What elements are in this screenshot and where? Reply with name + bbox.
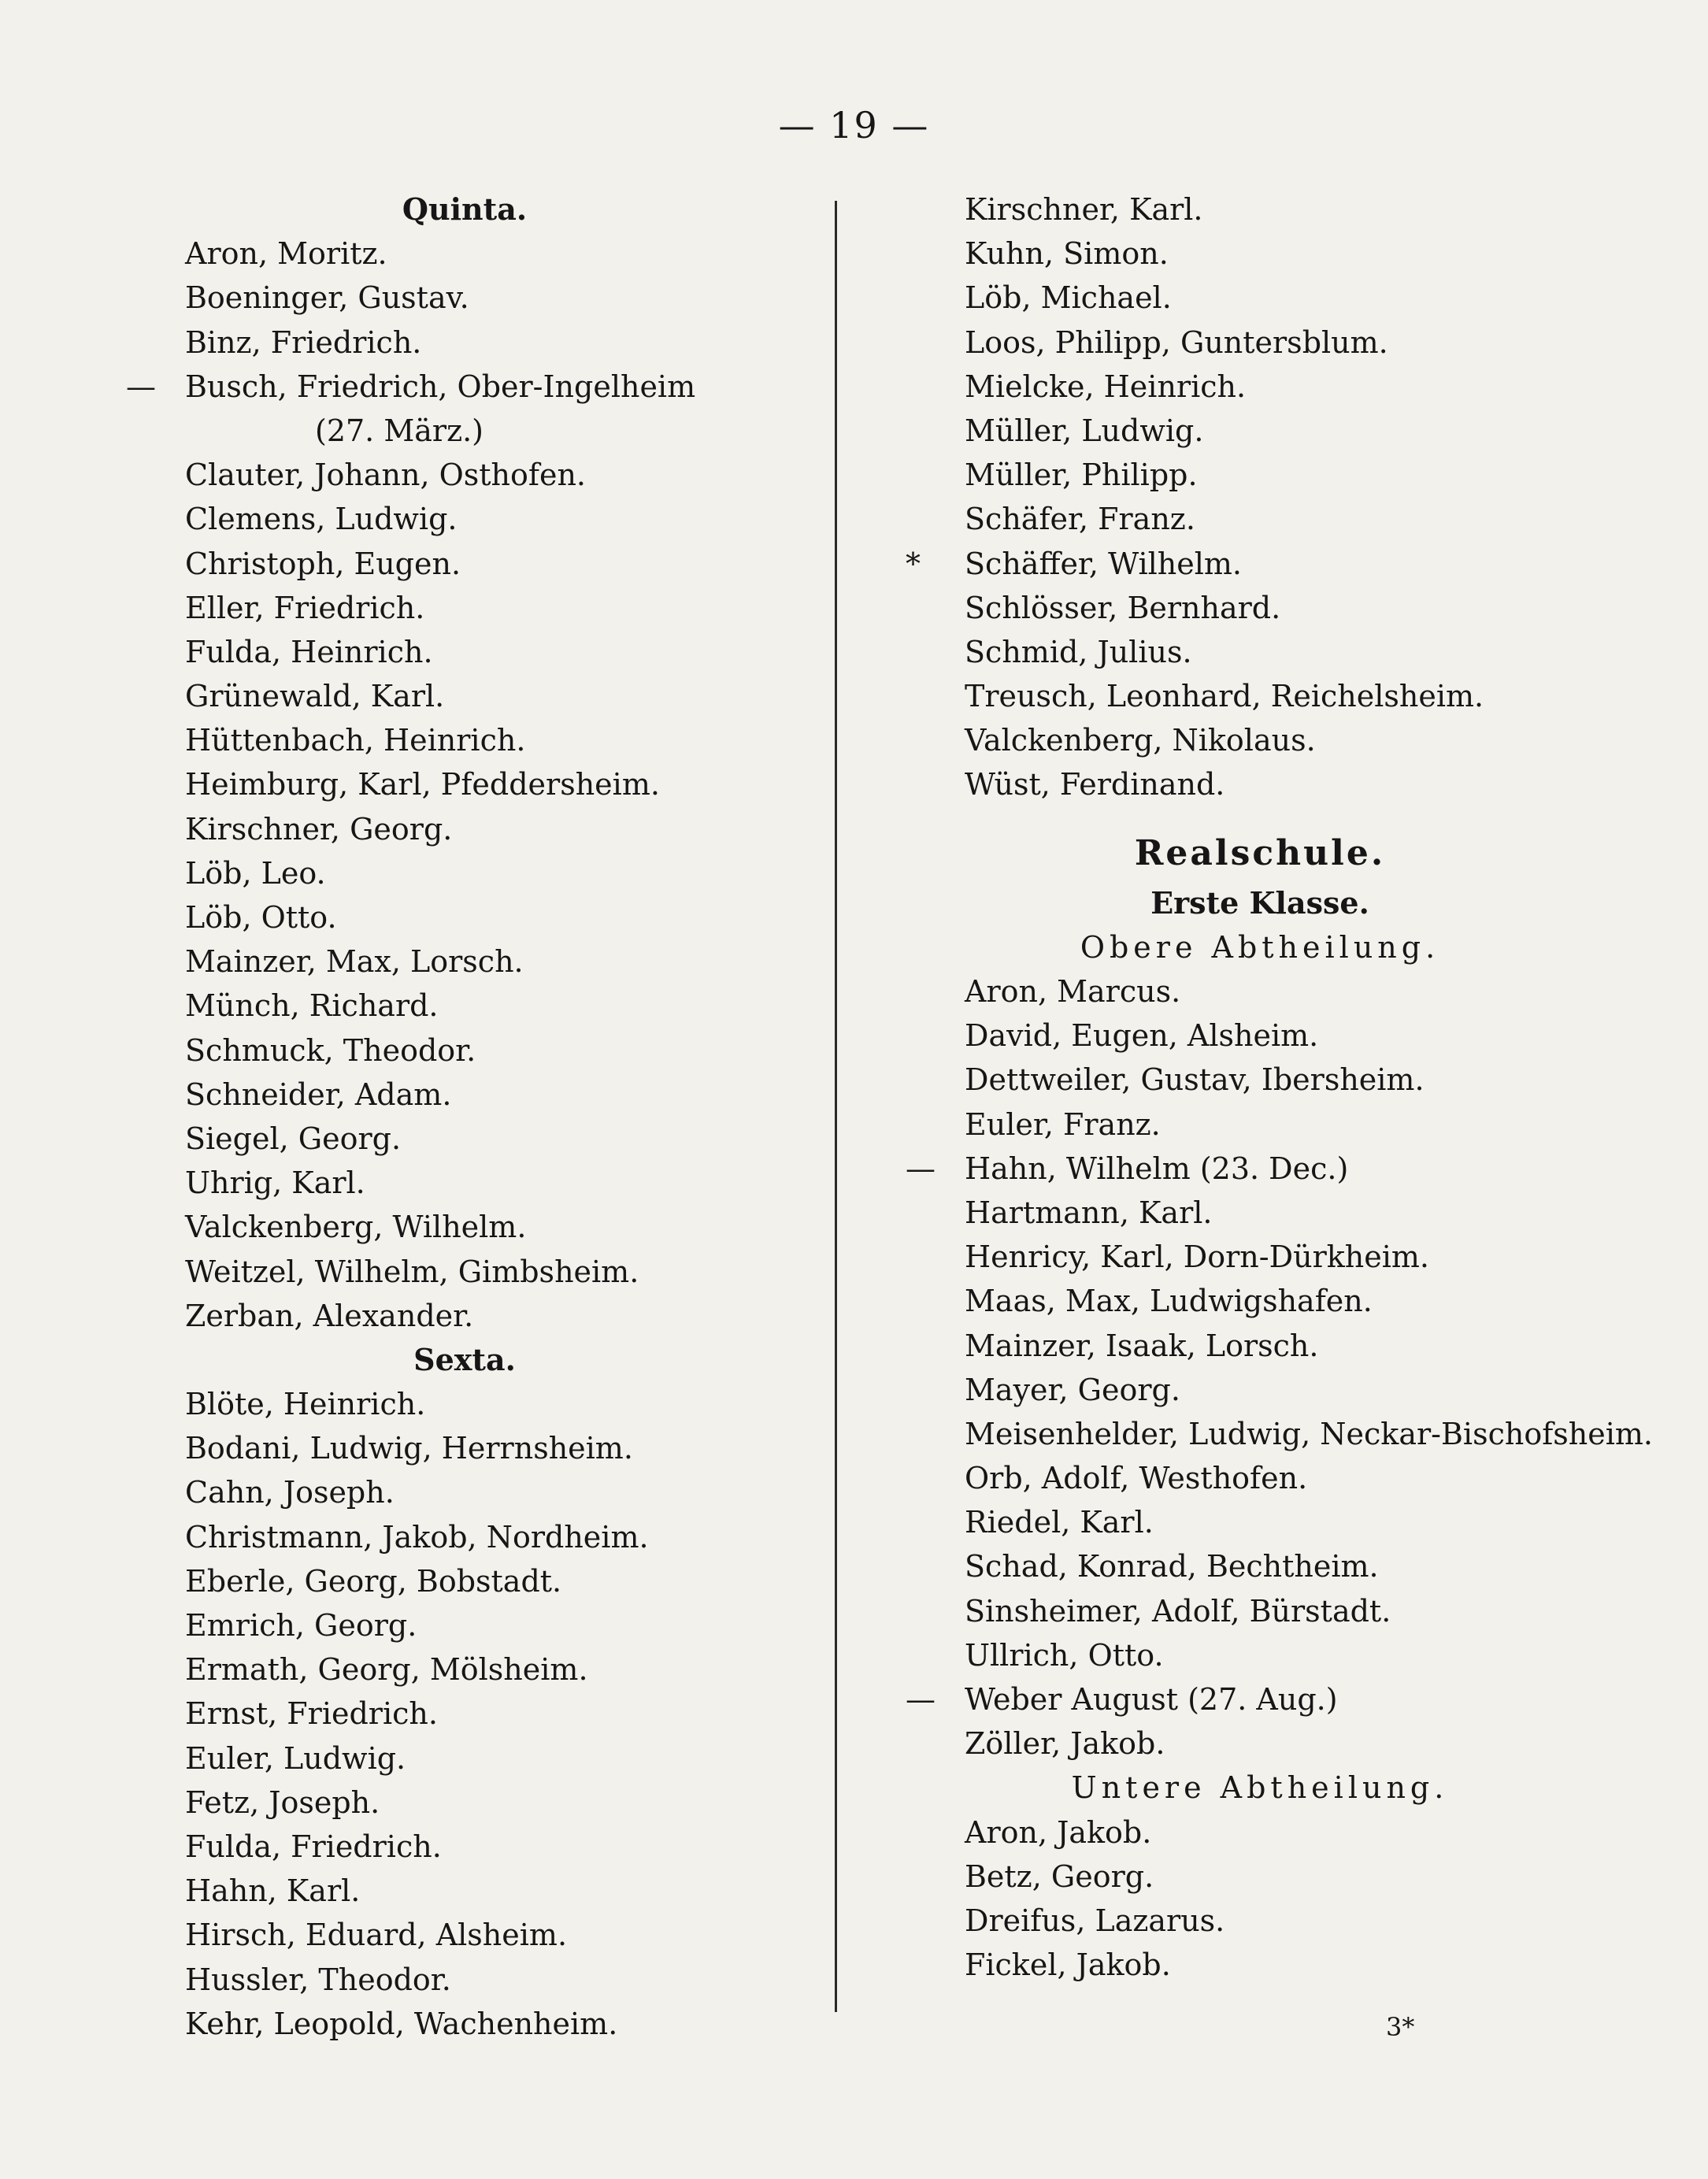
entry-text: Aron, Marcus. <box>965 974 1181 1009</box>
entry-text: Sexta. <box>413 1341 516 1377</box>
list-entry <box>906 187 1614 232</box>
entry-text: Fulda, Friedrich. <box>185 1829 442 1864</box>
entry-text: Uhrig, Karl. <box>185 1165 365 1201</box>
entry-marker: — <box>126 369 156 404</box>
entry-text: Mainzer, Isaak, Lorsch. <box>965 1328 1319 1363</box>
section-heading <box>906 881 1614 925</box>
list-entry <box>126 1825 803 1869</box>
entry-text: Ullrich, Otto. <box>965 1637 1164 1673</box>
entry-text: Mielcke, Heinrich. <box>965 369 1247 404</box>
section-heading <box>126 187 803 232</box>
list-entry <box>126 984 803 1028</box>
entry-marker: * <box>906 546 921 581</box>
list-entry <box>906 1943 1614 1987</box>
entry-text: Eberle, Georg, Bobstadt. <box>185 1563 562 1599</box>
entry-text: Erste Klasse. <box>1150 884 1369 921</box>
entry-text: Eller, Friedrich. <box>185 590 425 625</box>
entry-text: Schad, Konrad, Bechtheim. <box>965 1549 1379 1584</box>
list-entry <box>906 409 1614 453</box>
list-entry <box>126 851 803 895</box>
list-entry <box>126 232 803 276</box>
list-entry <box>906 1899 1614 1943</box>
list-entry <box>906 762 1614 806</box>
list-entry <box>906 969 1614 1014</box>
list-entry <box>126 762 803 806</box>
entry-text: Schmid, Julius. <box>965 634 1192 669</box>
entry-text: Schäffer, Wilhelm. <box>965 546 1243 581</box>
list-entry <box>126 586 803 630</box>
entry-text: Maas, Max, Ludwigshafen. <box>965 1284 1373 1319</box>
entry-text: Quinta. <box>402 191 528 227</box>
list-entry <box>126 1382 803 1426</box>
signature-mark: 3* <box>1386 2012 1415 2042</box>
entry-continuation <box>126 409 803 453</box>
list-entry <box>906 1677 1614 1721</box>
entry-text: Ernst, Friedrich. <box>185 1696 438 1732</box>
list-entry <box>906 1058 1614 1102</box>
entry-text: Müller, Ludwig. <box>965 413 1204 448</box>
entry-text: Bodani, Ludwig, Herrnsheim. <box>185 1431 633 1466</box>
section-heading <box>126 1338 803 1382</box>
list-entry <box>906 1633 1614 1677</box>
entry-text: Realschule. <box>1134 832 1386 873</box>
entry-text: Clauter, Johann, Osthofen. <box>185 458 586 493</box>
list-entry <box>126 1515 803 1559</box>
entry-text: Clemens, Ludwig. <box>185 502 458 537</box>
entry-text: Aron, Moritz. <box>185 236 387 272</box>
list-entry <box>126 1736 803 1781</box>
list-entry <box>906 1810 1614 1855</box>
entry-text: Obere Abtheilung. <box>1080 929 1440 965</box>
entry-text: Müller, Philipp. <box>965 458 1198 493</box>
entry-text: Siegel, Georg. <box>185 1121 402 1156</box>
list-entry <box>126 1294 803 1338</box>
list-entry <box>906 453 1614 497</box>
list-entry <box>126 1205 803 1249</box>
school-heading <box>906 826 1614 881</box>
entry-text: Heimburg, Karl, Pfeddersheim. <box>185 767 660 802</box>
entry-text: Wüst, Ferdinand. <box>965 767 1225 802</box>
list-entry <box>126 1603 803 1647</box>
subsection-heading <box>906 925 1614 969</box>
list-entry <box>906 1147 1614 1191</box>
list-entry <box>906 232 1614 276</box>
entry-text: Schäfer, Franz. <box>965 502 1195 537</box>
entry-text: Aron, Jakob. <box>965 1814 1152 1850</box>
entry-text: Hahn, Karl. <box>185 1873 361 1909</box>
list-entry <box>906 1102 1614 1147</box>
entry-text: Orb, Adolf, Westhofen. <box>965 1461 1308 1496</box>
list-entry <box>906 674 1614 718</box>
entry-text: Riedel, Karl. <box>965 1505 1154 1540</box>
entry-text: Loos, Philipp, Guntersblum. <box>965 324 1388 360</box>
entry-text: Münch, Richard. <box>185 988 439 1024</box>
entry-text: Hahn, Wilhelm (23. Dec.) <box>965 1151 1349 1186</box>
list-entry <box>126 807 803 851</box>
list-entry <box>126 276 803 320</box>
entry-text: Sinsheimer, Adolf, Bürstadt. <box>965 1593 1391 1629</box>
entry-text: Emrich, Georg. <box>185 1608 417 1643</box>
list-entry <box>126 1781 803 1825</box>
entry-text: Kirschner, Georg. <box>185 811 453 847</box>
list-entry <box>906 1589 1614 1633</box>
list-entry <box>906 1324 1614 1368</box>
entry-text: Ermath, Georg, Mölsheim. <box>185 1652 588 1688</box>
entry-text: Kuhn, Simon. <box>965 236 1169 272</box>
entry-text: Cahn, Joseph. <box>185 1475 395 1510</box>
list-entry <box>126 542 803 586</box>
entry-text: Betz, Georg. <box>965 1858 1154 1894</box>
entry-text: Dettweiler, Gustav, Ibersheim. <box>965 1062 1425 1098</box>
entry-text: Euler, Ludwig. <box>185 1740 406 1776</box>
entry-text: Hirsch, Eduard, Alsheim. <box>185 1918 568 1953</box>
list-entry <box>126 1958 803 2002</box>
entry-text: Löb, Leo. <box>185 855 326 891</box>
list-entry <box>906 1191 1614 1235</box>
entry-text: Meisenhelder, Ludwig, Neckar-Bischofsheim. <box>965 1416 1653 1451</box>
list-entry <box>126 321 803 365</box>
entry-text: Löb, Otto. <box>185 900 337 935</box>
entry-text: Valckenberg, Nikolaus. <box>965 723 1316 758</box>
list-entry <box>906 1855 1614 1899</box>
entry-text: Zerban, Alexander. <box>185 1298 474 1333</box>
list-entry <box>906 365 1614 409</box>
list-entry <box>126 2002 803 2046</box>
list-entry <box>126 895 803 939</box>
entry-text: Blöte, Heinrich. <box>185 1387 426 1422</box>
entry-text: Schneider, Adam. <box>185 1077 452 1112</box>
list-entry <box>906 497 1614 541</box>
subsection-heading <box>906 1766 1614 1810</box>
list-entry <box>126 1161 803 1205</box>
left-column <box>126 187 803 2046</box>
column-divider <box>835 201 837 2012</box>
entry-text: Christoph, Eugen. <box>185 546 461 581</box>
list-entry <box>906 1456 1614 1500</box>
list-entry <box>126 453 803 497</box>
list-entry <box>126 1913 803 1957</box>
entry-marker: — <box>906 1682 936 1717</box>
entry-text: Schmuck, Theodor. <box>185 1032 476 1068</box>
list-entry <box>126 939 803 984</box>
entry-text: Weitzel, Wilhelm, Gimbsheim. <box>185 1254 639 1289</box>
entry-text: Löb, Michael. <box>965 280 1172 316</box>
list-entry <box>906 542 1614 586</box>
entry-text: Boeninger, Gustav. <box>185 280 469 316</box>
list-entry <box>126 1692 803 1736</box>
entry-text: Kirschner, Karl. <box>965 192 1203 227</box>
list-entry <box>126 674 803 718</box>
list-entry <box>906 1721 1614 1766</box>
entry-text: Christmann, Jakob, Nordheim. <box>185 1519 649 1555</box>
list-entry <box>906 1412 1653 1456</box>
list-entry <box>126 365 803 409</box>
list-entry <box>126 1028 803 1073</box>
list-entry <box>906 586 1614 630</box>
entry-marker: — <box>906 1151 936 1186</box>
list-entry <box>126 1426 803 1470</box>
entry-text: Euler, Franz. <box>965 1106 1161 1142</box>
list-entry <box>906 1235 1614 1279</box>
entry-text: Fetz, Joseph. <box>185 1784 380 1820</box>
list-entry <box>906 1500 1614 1544</box>
list-entry <box>906 1014 1614 1058</box>
entry-text: Weber August (27. Aug.) <box>965 1682 1338 1717</box>
entry-text: Treusch, Leonhard, Reichelsheim. <box>965 679 1484 714</box>
entry-text: Dreifus, Lazarus. <box>965 1903 1225 1938</box>
entry-text: Fickel, Jakob. <box>965 1947 1171 1983</box>
entry-text: Grünewald, Karl. <box>185 679 445 714</box>
entry-text: Valckenberg, Wilhelm. <box>185 1210 527 1245</box>
list-entry <box>906 1544 1614 1588</box>
list-entry <box>126 1647 803 1692</box>
list-entry <box>126 630 803 674</box>
entry-text: Mayer, Georg. <box>965 1372 1180 1407</box>
list-entry <box>126 1470 803 1514</box>
entry-text: Untere Abtheilung. <box>1071 1770 1449 1806</box>
list-entry <box>906 718 1614 762</box>
entry-text: Fulda, Heinrich. <box>185 634 433 669</box>
entry-text: David, Eugen, Alsheim. <box>965 1018 1319 1054</box>
page-number: — 19 — <box>778 104 930 146</box>
list-entry <box>126 718 803 762</box>
list-entry <box>906 1368 1614 1412</box>
list-entry <box>126 497 803 541</box>
list-entry <box>126 1559 803 1603</box>
list-entry <box>126 1250 803 1294</box>
list-entry <box>906 1279 1614 1323</box>
list-entry <box>126 1073 803 1117</box>
list-entry <box>906 321 1614 365</box>
entry-text: Kehr, Leopold, Wachenheim. <box>185 2006 618 2041</box>
right-column <box>906 187 1653 1987</box>
entry-text: Binz, Friedrich. <box>185 324 422 360</box>
entry-text: Hussler, Theodor. <box>185 1962 451 1997</box>
entry-text: Hüttenbach, Heinrich. <box>185 723 526 758</box>
entry-text: Mainzer, Max, Lorsch. <box>185 944 524 980</box>
list-entry <box>126 1117 803 1161</box>
list-entry <box>906 276 1614 320</box>
entry-text: Busch, Friedrich, Ober-Ingelheim <box>185 369 696 404</box>
list-entry <box>126 1869 803 1913</box>
entry-text: Hartmann, Karl. <box>965 1195 1213 1230</box>
entry-text: Henricy, Karl, Dorn-Dürkheim. <box>965 1240 1429 1275</box>
entry-text: (27. März.) <box>315 413 484 448</box>
entry-text: Zöller, Jakob. <box>965 1726 1165 1762</box>
entry-text: Schlösser, Bernhard. <box>965 590 1281 625</box>
list-entry <box>906 630 1614 674</box>
